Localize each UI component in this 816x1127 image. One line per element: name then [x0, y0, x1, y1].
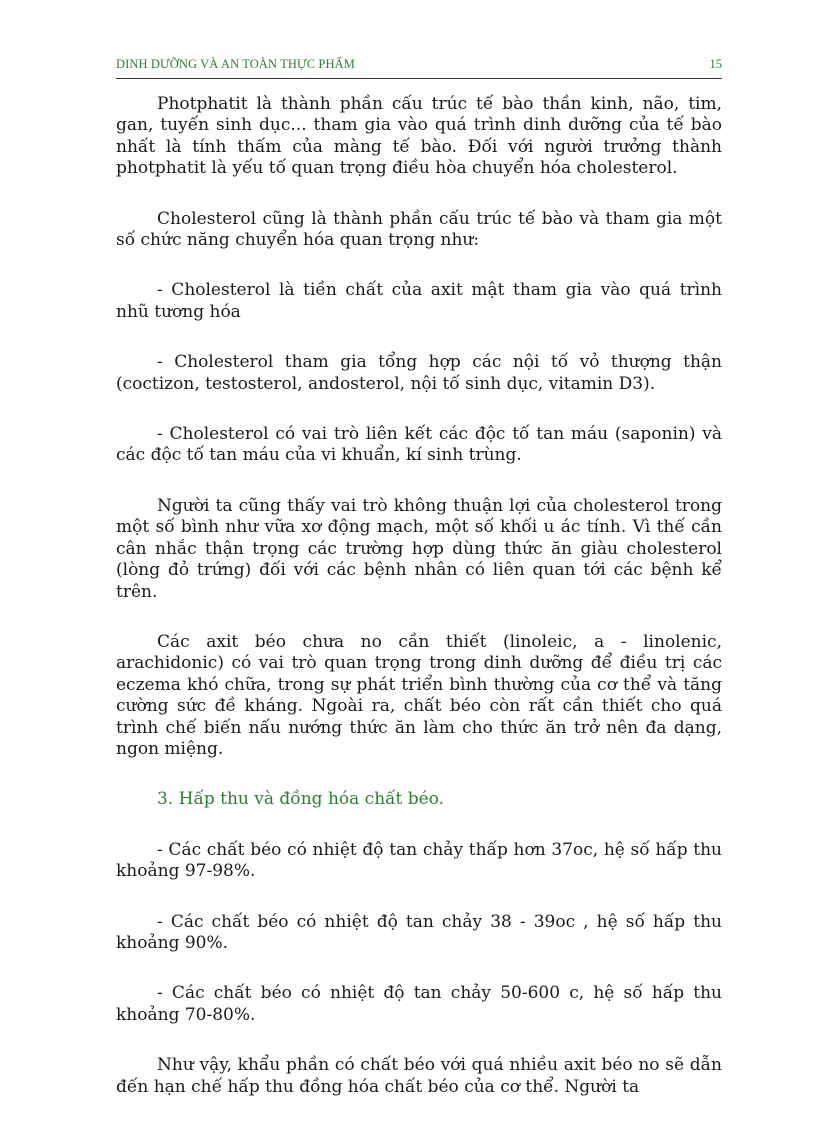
- list-item-bile-acid: - Cholesterol là tiền chất của axit mật tham gia vào quá trình nhũ tương hóa: [116, 280, 722, 322]
- paragraph-unfavorable-role: Người ta cũng thấy vai trò không thuận lợi của cholesterol trong một số bình như vữa xơ động mạch, một số khối u ác tính. Vì thế cần cân nhắc thận trọng các trường hợp dùng thức ăn giàu cholesterol (lòng đỏ trứng) đối với các bệnh nhân có liên quan tới các bệnh kể trên.: [116, 495, 722, 602]
- running-header: [116, 56, 722, 79]
- list-item-melt-50-60: - Các chất béo có nhiệt độ tan chảy 50-600 c, hệ số hấp thu khoảng 70-80%.: [116, 983, 722, 1025]
- list-item-hormones: - Cholesterol tham gia tổng hợp các nội tố vỏ thượng thận (coctizon, testosterol, andosterol, nội tố sinh dục, vitamin D3).: [116, 352, 722, 394]
- list-item-melt-38-39: - Các chất béo có nhiệt độ tan chảy 38 - 39oc , hệ số hấp thu khoảng 90%.: [116, 911, 722, 953]
- list-item-melt-37: - Các chất béo có nhiệt độ tan chảy thấp hơn 37oc, hệ số hấp thu khoảng 97-98%.: [116, 839, 722, 882]
- paragraph-photphatit: Photphatit là thành phần cấu trúc tế bào thần kinh, não, tim, gan, tuyến sinh dục... tham gia vào quá trình dinh dưỡng của tế bào nhất là tính thấm của màng tế bào. Đối với người trưởng thành photphatit là yếu tố quan trọng điều hòa chuyển hóa cholesterol.: [116, 94, 722, 179]
- section-heading: 3. Hấp thu và đồng hóa chất béo.: [157, 789, 445, 810]
- page-number: 15: [709, 57, 722, 71]
- paragraph-cholesterol-intro: Cholesterol cũng là thành phần cấu trúc tế bào và tham gia một số chức năng chuyển hóa quan trọng như:: [116, 208, 722, 251]
- page-body: [116, 94, 722, 1127]
- header-title: DINH DƯỠNG VÀ AN TOÀN THỰC PHẨM: [116, 57, 355, 71]
- paragraph-fatty-acids: Các axit béo chưa no cần thiết (linoleic, a - linolenic, arachidonic) có vai trò quan trọng trong dinh dưỡng để điều trị các eczema khó chữa, trong sự phát triển bình thường của cơ thể và tăng cường sức đề kháng. Ngoài ra, chất béo còn rất cần thiết cho quá trình chế biến nấu nướng thức ăn làm cho thức ăn trở nên đa dạng, ngon miệng.: [116, 631, 722, 759]
- list-item-toxins: - Cholesterol có vai trò liên kết các độc tố tan máu (saponin) và các độc tố tan máu của vi khuẩn, kí sinh trùng.: [116, 424, 722, 466]
- paragraph-conclusion: Như vậy, khẩu phần có chất béo với quá nhiều axit béo no sẽ dẫn đến hạn chế hấp thu đồng hóa chất béo của cơ thể. Người ta: [116, 1055, 722, 1097]
